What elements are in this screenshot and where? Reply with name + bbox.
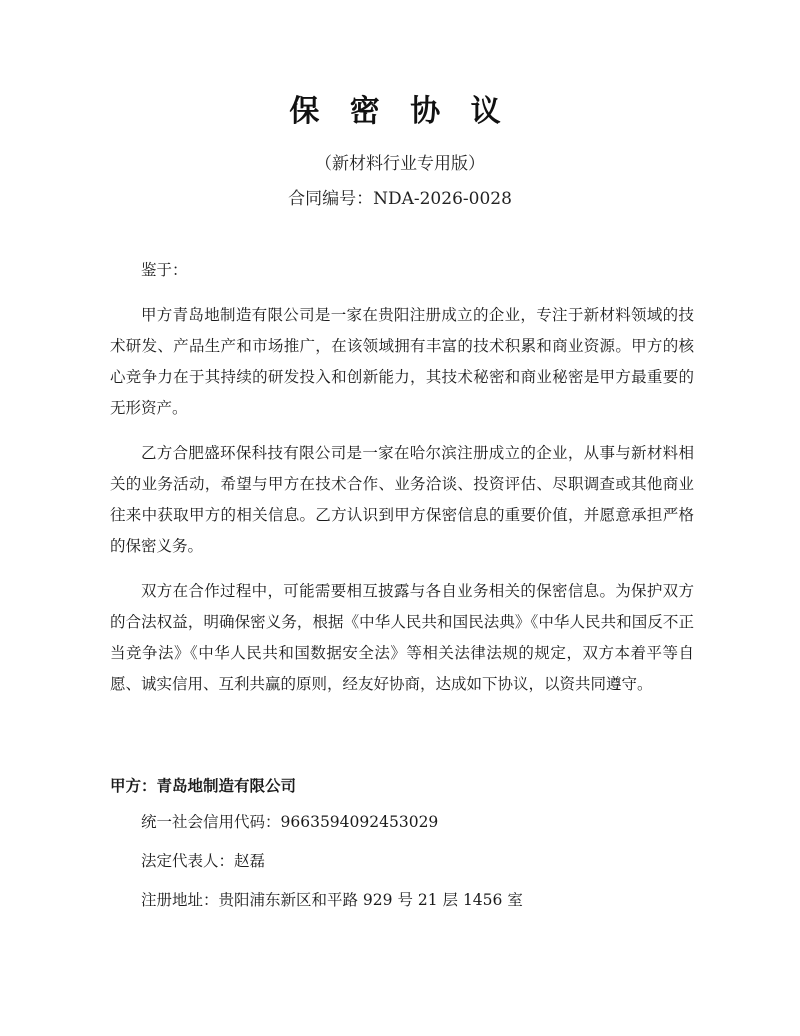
party-a-section — [110, 772, 694, 914]
paragraph-purpose: 双方在合作过程中，可能需要相互披露与各自业务相关的保密信息。为保护双方的合法权益，明确保密义务，根据《中华人民共和国民法典》《中华人民共和国反不正当竞争法》《中华人民共和国数据安全法》等相关法律法规的规定，双方本着平等自愿、诚实信用、互利共赢的原则，经友好协商，达成如下协议，以资共同遵守。 — [110, 582, 694, 693]
party-a-heading: 甲方：青岛地制造有限公司 — [110, 777, 297, 795]
whereas-label: 鉴于： — [141, 261, 188, 279]
agreement-preamble — [110, 255, 694, 714]
paragraph-party-a-intro: 甲方青岛地制造有限公司是一家在贵阳注册成立的企业，专注于新材料领域的技术研发、产品生产和市场推广，在该领域拥有丰富的技术积累和商业资源。甲方的核心竞争力在于其持续的研发投入和创新能力，其技术秘密和商业秘密是甲方最重要的无形资产。 — [110, 306, 694, 417]
party-a-legal-representative: 法定代表人：赵磊 — [141, 852, 266, 870]
contract-number: 合同编号：NDA-2026-0028 — [288, 189, 512, 209]
party-a-credit-code: 统一社会信用代码：9663594092453029 — [141, 813, 439, 831]
party-a-address: 注册地址：贵阳浦东新区和平路 929 号 21 层 1456 室 — [141, 891, 523, 909]
document-subtitle: （新材料行业专用版） — [315, 154, 485, 174]
paragraph-party-b-intro: 乙方合肥盛环保科技有限公司是一家在哈尔滨注册成立的企业，从事与新材料相关的业务活动，希望与甲方在技术合作、业务洽谈、投资评估、尽职调查或其他商业往来中获取甲方的相关信息。乙方认识到甲方保密信息的重要价值，并愿意承担严格的保密义务。 — [110, 444, 694, 555]
document-title: 保 密 协 议 — [289, 94, 511, 129]
